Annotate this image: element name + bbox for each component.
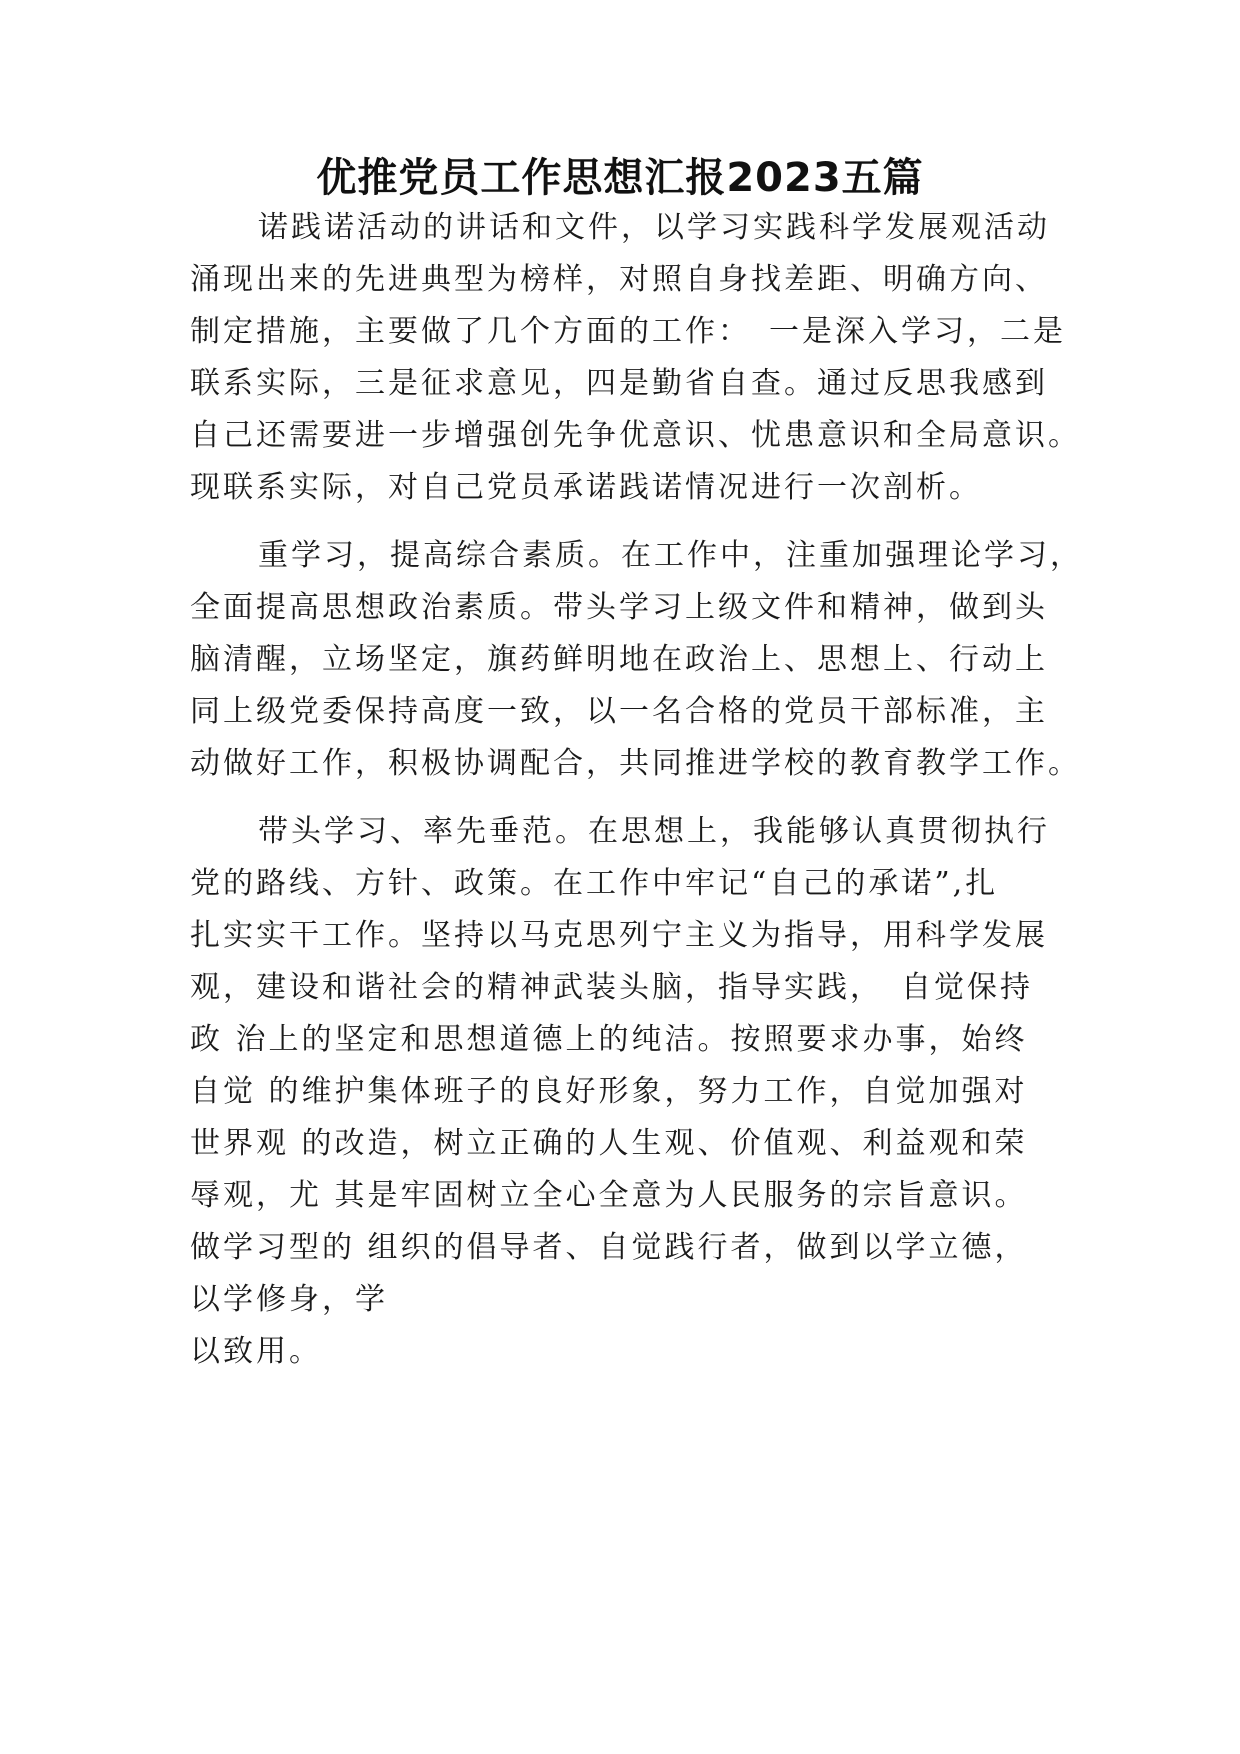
paragraph-3-line-10: 以学修身，学 — [190, 1282, 388, 1317]
paragraph-1-line-1: 诺践诺活动的讲话和文件，以学习实践科学发展观活动 — [258, 210, 1050, 245]
paragraph-1-line-5: 自己还需要进一步增强创先争优意识、忧患意识和全局意识。 — [190, 418, 1081, 453]
paragraph-3-line-6: 自觉 的维护集体班子的良好形象，努力工作，自觉加强对 — [190, 1074, 1028, 1109]
paragraph-3-line-1: 带头学习、率先垂范。在思想上，我能够认真贯彻执行 — [258, 814, 1050, 849]
paragraph-1-line-2: 涌现出来的先进典型为榜样，对照自身找差距、明确方向、 — [190, 262, 1048, 297]
paragraph-2-line-2: 全面提高思想政治素质。带头学习上级文件和精神，做到头 — [190, 590, 1048, 625]
paragraph-1-line-6: 现联系实际，对自己党员承诺践诺情况进行一次剖析。 — [190, 470, 982, 505]
paragraph-3-line-5: 政 治上的坚定和思想道德上的纯洁。按照要求办事，始终 — [190, 1022, 1028, 1057]
paragraph-2-line-1: 重学习，提高综合素质。在工作中，注重加强理论学习， — [258, 538, 1083, 573]
paragraph-2-line-5: 动做好工作，积极协调配合，共同推进学校的教育教学工作。 — [190, 746, 1081, 781]
paragraph-3-line-11: 以致用。 — [190, 1334, 322, 1369]
paragraph-3-line-7: 世界观 的改造，树立正确的人生观、价值观、利益观和荣 — [190, 1126, 1028, 1161]
paragraph-2-line-3: 脑清醒，立场坚定，旗药鲜明地在政治上、思想上、行动上 — [190, 642, 1048, 677]
document-title: 优推党员工作思想汇报2023五篇 — [316, 155, 924, 201]
paragraph-1-line-4: 联系实际，三是征求意见，四是勤省自查。通过反思我感到 — [190, 366, 1048, 401]
paragraph-3-line-2: 党的路线、方针、政策。在工作中牢记“自己的承诺”,扎 — [190, 866, 999, 901]
paragraph-3-line-4: 观，建设和谐社会的精神武装头脑，指导实践， 自觉保持 — [190, 970, 1033, 1005]
paragraph-2-line-4: 同上级党委保持高度一致，以一名合格的党员干部标准，主 — [190, 694, 1048, 729]
paragraph-1-line-3: 制定措施，主要做了几个方面的工作： 一是深入学习，二是 — [190, 314, 1066, 349]
paragraph-3-line-9: 做学习型的 组织的倡导者、自觉践行者，做到以学立德， — [190, 1230, 1028, 1265]
paragraph-3-line-3: 扎实实干工作。坚持以马克思列宁主义为指导，用科学发展 — [190, 918, 1048, 953]
paragraph-3-line-8: 辱观，尤 其是牢固树立全心全意为人民服务的宗旨意识。 — [190, 1178, 1028, 1213]
